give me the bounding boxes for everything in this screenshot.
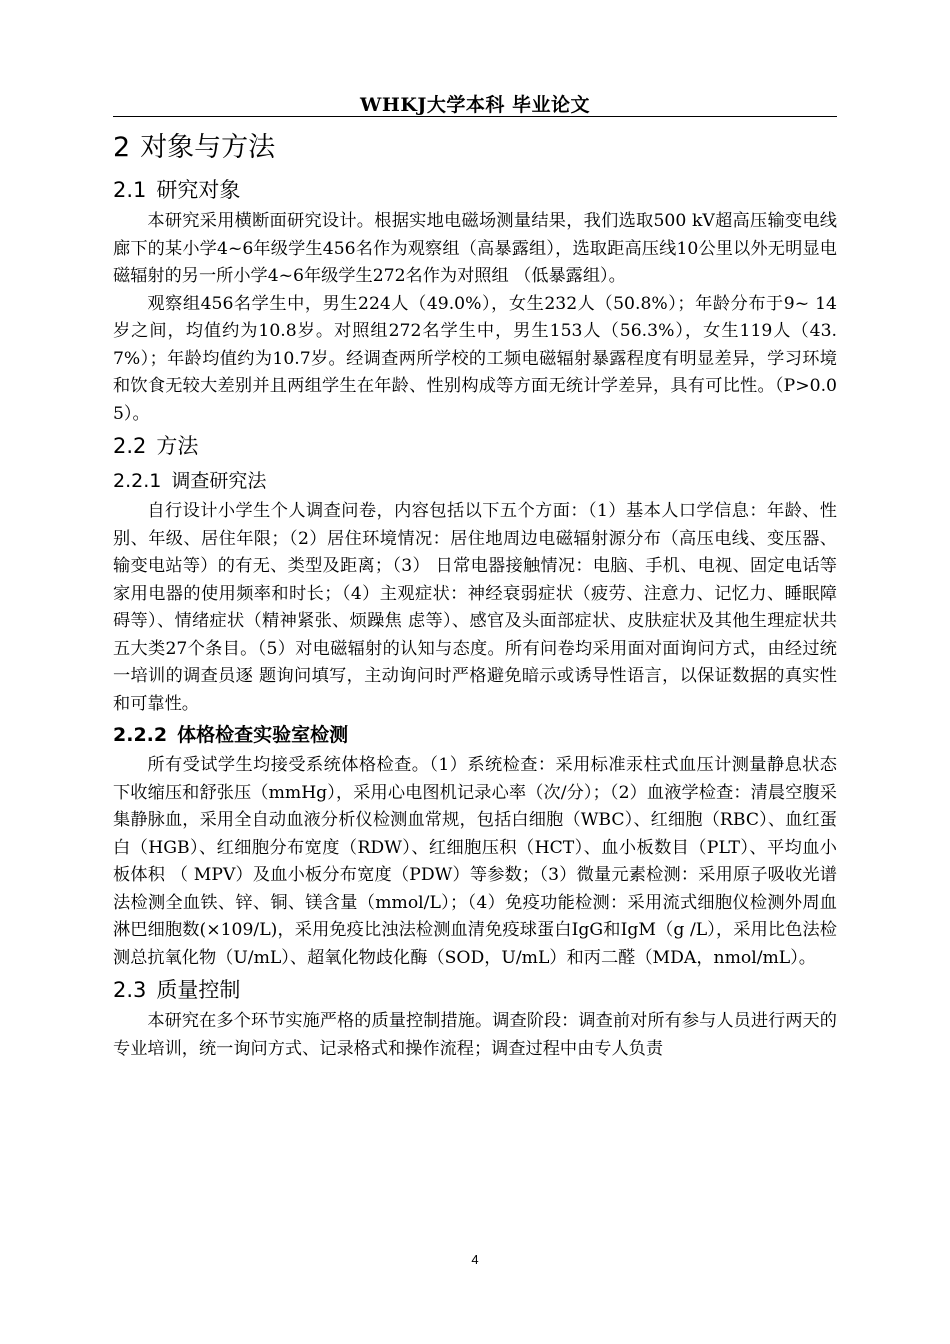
section-title: 方法 <box>156 434 199 458</box>
section-heading-2-3 <box>113 972 837 1008</box>
section-title: 体格检查实验室检测 <box>177 724 349 746</box>
paragraph-2-3: 本研究在多个环节实施严格的质量控制措施。调查阶段：调查前对所有参与人员进行两天的专业培训，统一询问方式、记录格式和操作流程；调查过程中由专人负责 <box>113 1011 837 1059</box>
section-heading-2-1 <box>113 172 837 208</box>
section-heading-2-2 <box>113 428 837 464</box>
section-number: 2 <box>113 132 131 163</box>
section-title: 质量控制 <box>156 978 241 1002</box>
section-heading-2-2-2 <box>113 718 837 752</box>
section-number: 2.1 <box>113 178 147 202</box>
section-number: 2.3 <box>113 978 147 1002</box>
section-number: 2.2.1 <box>113 470 162 492</box>
running-header: WHKJ大学本科 毕业论文 <box>360 94 590 116</box>
paragraph-2-2-2: 所有受试学生均接受系统体格检查。（1）系统检查：采用标准汞柱式血压计测量静息状态下收缩压和舒张压（mmHg），采用心电图机记录心率（次/分）；（2）血液学检查：清晨空腹采集静脉血，采用全自动血液分析仪检测血常规，包括白细胞（WBC）、红细胞（RBC）、血红蛋白（HGB）、红细胞分布宽度（RDW）、红细胞压积（HCT）、血小板数目（PLT）、平均血小板体积 （ MPV）及血小板分布宽度（PDW）等参数；（3）微量元素检测：采用原子吸收光谱法检测全血铁、锌、铜、镁含量（mmol/L）；（4）免疫功能检测：采用流式细胞仪检测外周血淋巴细胞数(×109/L)，采用免疫比浊法检测血清免疫球蛋白IgG和IgM（g /L），采用比色法检测总抗氧化物（U/mL）、超氧化物歧化酶（SOD，U/mL）和丙二醛（MDA，nmol/mL）。 <box>113 755 837 968</box>
section-title: 调查研究法 <box>171 470 267 492</box>
paragraph-2-2-1: 自行设计小学生个人调查问卷，内容包括以下五个方面：（1）基本人口学信息：年龄、性别、年级、居住年限；（2）居住环境情况：居住地周边电磁辐射源分布（高压电线、变压器、输变电站等）的有无、类型及距离；（3） 日常电器接触情况：电脑、手机、电视、固定电话等家用电器的使用频率和时长；（4）主观症状：神经衰弱症状（疲劳、注意力、记忆力、睡眠障碍等）、情绪症状（精神紧张、烦躁焦 虑等）、感官及头面部症状、皮肤症状及其他生理症状共五大类27个条目。（5）对电磁辐射的认知与态度。所有问卷均采用面对面询问方式，由经过统一培训的调查员逐 题询问填写，主动询问时严格避免暗示或诱导性语言，以保证数据的真实性和可靠性。 <box>113 501 837 714</box>
section-heading-2-2-1 <box>113 464 837 498</box>
page-content <box>113 128 837 1063</box>
paragraph-2-1-a: 本研究采用横断面研究设计。根据实地电磁场测量结果，我们选取500 kV超高压输变电线廊下的某小学4~6年级学生456名作为观察组（高暴露组），选取距高压线10公里以外无明显电磁辐射的另一所小学4~6年级学生272名作为对照组 （低暴露组）。 <box>113 211 837 286</box>
section-heading-2 <box>113 128 837 168</box>
section-title: 研究对象 <box>156 178 241 202</box>
header-rule <box>113 116 837 117</box>
section-number: 2.2 <box>113 434 147 458</box>
section-title: 对象与方法 <box>140 132 276 163</box>
paragraph-2-1-b: 观察组456名学生中，男生224人（49.0%），女生232人（50.8%）；年龄分布于9~ 14岁之间，均值约为10.8岁。对照组272名学生中，男生153人（56.3%），女生119人（43.7%）；年龄均值约为10.7岁。经调查两所学校的工频电磁辐射暴露程度有明显差异，学习环境和饮食无较大差别并且两组学生在年龄、性别构成等方面无统计学差异，具有可比性。（P>0.05）。 <box>113 293 837 424</box>
page-number: 4 <box>471 1252 479 1267</box>
section-number: 2.2.2 <box>113 724 168 746</box>
